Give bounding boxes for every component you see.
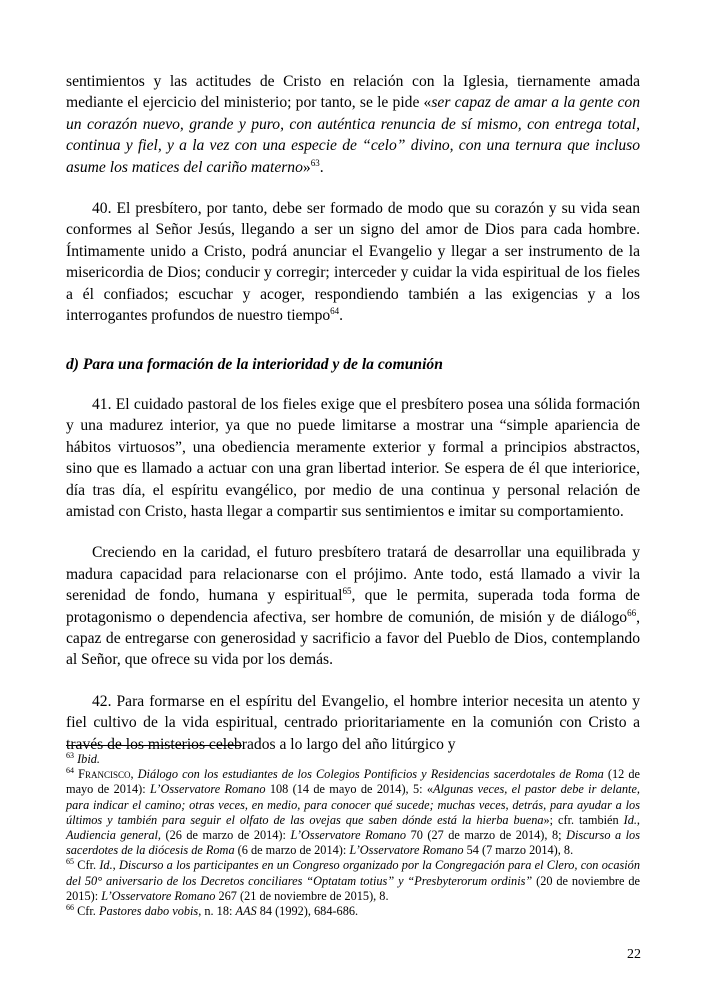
footnote-text: 54 (7 marzo 2014), 8. [463,843,574,858]
footnote-text: (20 de noviembre de 2015): [66,873,640,903]
footnote-title: Discurso a los sacerdotes de la diócesis de Roma [66,828,640,858]
paragraph-charity [66,542,640,670]
paragraph-text: , capaz de entregarse con generosidad y sacrificio a favor del Pueblo de Dios, contemplando al Señor, que ofrece su vida por los demás. [66,608,640,669]
footnote-quote: Algunas veces, el pastor debe ir delante, para indicar el camino; otras veces, en medio, para conocer qué sucede; muchas veces, detrás, para ayudar a los últimos y también para seguir el olfato de las ovejas que saben dónde está la hierba buena [66,782,640,827]
footnote-title: L’Osservatore Romano [349,843,464,858]
footnote-number: 66 [66,902,74,912]
footnote-number: 65 [66,857,74,867]
footnote-text: Cfr. [74,904,99,919]
footnote-text: , n. 18: [198,904,236,919]
paragraph-text: Creciendo en la caridad, el futuro presbítero tratará de desarrollar una equilibrada y madura capacidad para relacionarse con el prójimo. Ante todo, está llamado a vivir la serenidad de fondo, humana y espiritual [66,544,640,605]
paragraph-40 [66,198,640,326]
section-heading: d) Para una formación de la interioridad y de la comunión [66,356,443,374]
quotation: ser capaz de amar a la gente con un corazón nuevo, grande y puro, con auténtica renuncia de sí mismo, con entrega total, continua y fiel, y a la vez con una especie de “celo” divino, con una ternura que incluso asume los matices del cariño materno [66,94,640,176]
footnote-text: Cfr. [74,858,100,873]
footnote-ref-65: 65 [342,585,352,596]
footnote-text: , [636,812,640,827]
footnote-64 [66,767,640,858]
footnote-63 [66,752,640,767]
footnote-text: (12 de mayo de 2014): [66,767,640,797]
footnote-number: 63 [66,750,74,760]
footnote-number: 64 [66,766,74,776]
paragraph-text: , que le permita, superada toda forma de protagonismo o dependencia afectiva, ser hombre de comunión, de misión y de diálogo [66,587,640,626]
footnote-title: AAS [235,904,257,919]
footnote-title: L’Osservatore Romano [101,888,216,903]
footnote-66 [66,904,640,919]
footnote-title: L’Osservatore Romano [150,782,266,797]
footnote-title: Id. [99,858,113,873]
footnote-title: Pastores dabo vobis [98,904,199,919]
footnote-text: , [130,767,138,782]
footnote-rule [66,745,242,746]
footnote-text: 267 (21 de noviembre de 2015), 8. [215,888,389,903]
footnote-title: Diálogo con los estudiantes de los Colegios Pontificios y Residencias sacerdotales de Roma [137,767,604,782]
footnote-ref-63: 63 [310,157,320,168]
paragraph-42: 42. Para formarse en el espíritu del Evangelio, el hombre interior necesita un atento y fiel cultivo de la vida espiritual, centrado prioritariamente en la comunión con Cristo a través de los misterios celebrados a lo largo del año litúrgico y [66,692,640,753]
footnote-text: (6 de marzo de 2014): [234,843,350,858]
footnote-text: , (26 de marzo de 2014): [157,828,291,843]
footnote-title: Id. [623,812,637,827]
paragraph-text: . [339,307,344,325]
footnote-title: Audiencia general [66,828,158,843]
footnote-title: L’Osservatore Romano [290,828,407,843]
paragraph-41: 41. El cuidado pastoral de los fieles exige que el presbítero posea una sólida formación y una madurez interior, ya que no puede limitarse a mostrar una “simple apariencia de hábitos virtuosos”, una obediencia meramente exterior y formal a principios abstractos, sino que es llamado a actuar con una gran libertad interior. Se espera de él que interiorice, día tras día, el espíritu evangélico, por medio de una continua y personal relación de amistad con Cristo, hasta llegar a compartir sus sentimientos e imitar su comportamiento. [66,395,640,520]
footnote-ref-66: 66 [627,607,637,618]
paragraph-text: . [319,158,324,176]
footnote-text: »; cfr. también [543,812,624,827]
paragraph-continuation [66,71,640,178]
footnote-title: Discurso a los participantes en un Congreso organizado por la Congregación para el Clero, con ocasión del 50° aniversario de los Decretos conciliares “Optatam totius” y “Presbyterorum ordinis” [66,858,640,888]
paragraph-text: » [302,158,311,176]
footnote-text: 108 (14 de mayo de 2014), 5: « [265,782,433,797]
footnote-text: Ibid. [77,752,100,766]
footnote-author: Francisco [78,767,131,782]
footnote-ref-64: 64 [330,305,340,316]
document-body [66,71,640,755]
footnotes [66,745,640,919]
page-number: 22 [627,947,641,962]
paragraph-text: sentimientos y las actitudes de Cristo en relación con la Iglesia, tiernamente amada mediante el ejercicio del ministerio; por tanto, se le pide « [66,73,640,112]
footnote-text: , [112,858,119,873]
footnote-65 [66,858,640,904]
footnote-text: 84 (1992), 684-686. [256,904,359,919]
footnote-text: 70 (27 de marzo de 2014), 8; [406,828,567,843]
paragraph-text: 40. El presbítero, por tanto, debe ser formado de modo que su corazón y su vida sean conformes al Señor Jesús, llegando a ser un signo del amor de Dios para cada hombre. Íntimamente unido a Cristo, podrá anunciar el Evangelio y llegar a ser instrumento de la misericordia de Dios; conducir y corregir; interceder y cuidar la vida espiritual de los fieles a él confiados; escuchar y acoger, respondiendo también a las exigencias y a los interrogantes profundos de nuestro tiempo [66,200,640,325]
